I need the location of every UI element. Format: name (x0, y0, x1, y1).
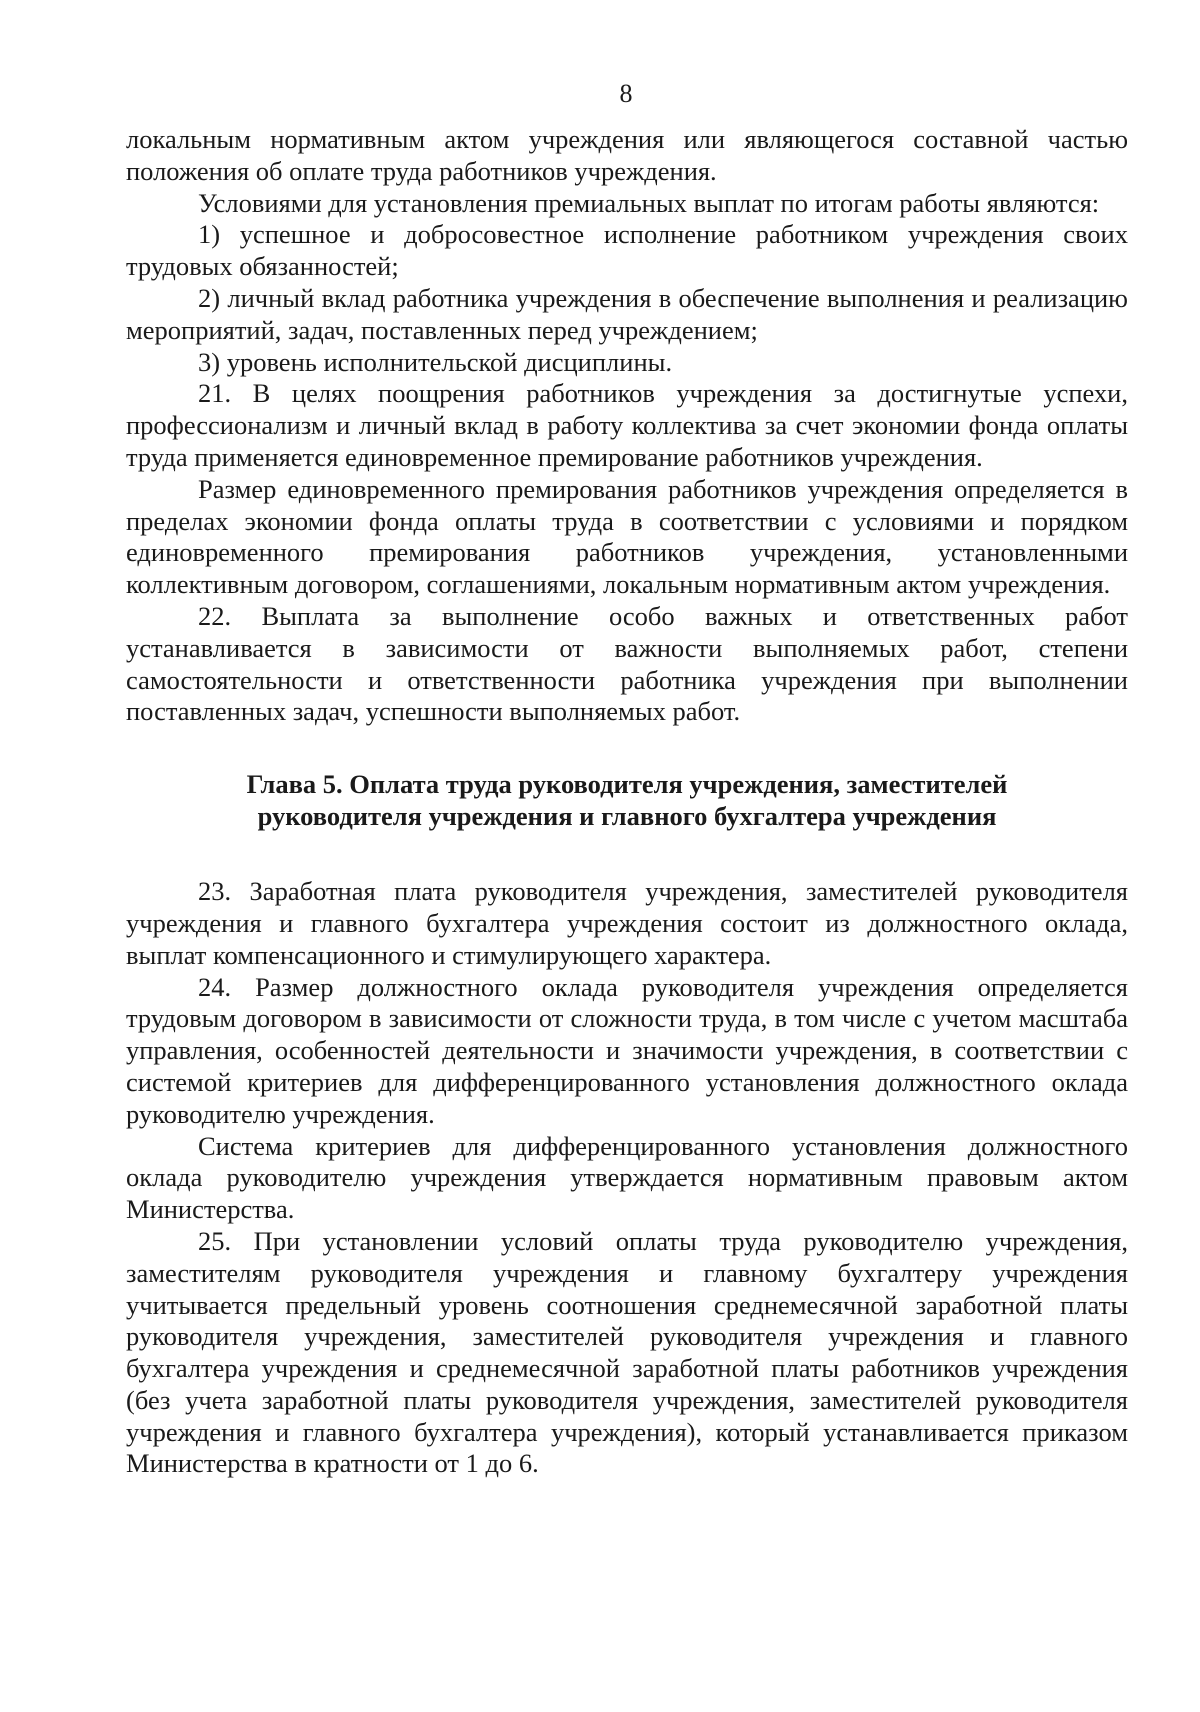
page-number: 8 (619, 79, 633, 108)
paragraph: Размер единовременного премирования работников учреждения определяется в пределах экономии фонда оплаты труда в соответствии с условиями и порядком единовременного премирования работников учреждения, установленными коллективным договором, соглашениями, локальным нормативным актом учреждения. (126, 473, 1128, 600)
clause-21-paragraph: 21. В целях поощрения работников учреждения за достигнутые успехи, профессионализм и личный вклад в работу коллектива за счет экономии фонда оплаты труда применяется единовременное премирование работников учреждения. (126, 378, 1128, 472)
clause-23-paragraph: 23. Заработная плата руководителя учреждения, заместителей руководителя учреждения и главного бухгалтера учреждения состоит из должностного оклада, выплат компенсационного и стимулирующего характера. (126, 876, 1128, 970)
clause-22-paragraph: 22. Выплата за выполнение особо важных и ответственных работ устанавливается в зависимости от важности выполняемых работ, степени самостоятельности и ответственности работника учреждения при выполнении поставленных задач, успешности выполняемых работ. (126, 600, 1128, 727)
chapter-heading (126, 768, 1128, 832)
section-after-heading (126, 876, 1128, 1480)
document-body (126, 124, 1128, 1480)
paragraph: локальным нормативным актом учреждения или являющегося составной частью положения об оплате труда работников учреждения. (126, 124, 1128, 186)
clause-25-paragraph: 25. При установлении условий оплаты труда руководителю учреждения, заместителям руководителя учреждения и главному бухгалтеру учреждения учитывается предельный уровень соотношения среднемесячной заработной платы руководителя учреждения, заместителей руководителя учреждения и главного бухгалтера учреждения и среднемесячной заработной платы работников учреждения (без учета заработной платы руководителя учреждения, заместителей руководителя учреждения и главного бухгалтера учреждения), который устанавливается приказом Министерства в кратности от 1 до 6. (126, 1225, 1128, 1479)
chapter-heading-line-2: руководителя учреждения и главного бухгалтера учреждения (257, 801, 997, 832)
list-item-paragraph: 3) уровень исполнительской дисциплины. (198, 346, 673, 377)
paragraph: Система критериев для дифференцированного установления должностного оклада руководителю учреждения утверждается нормативным правовым актом Министерства. (126, 1130, 1128, 1225)
paragraph: Условиями для установления премиальных выплат по итогам работы являются: (198, 187, 1100, 218)
list-item-paragraph: 1) успешное и добросовестное исполнение работником учреждения своих трудовых обязанностей; (126, 219, 1128, 282)
section-before-heading (126, 124, 1128, 728)
list-item-paragraph: 2) личный вклад работника учреждения в обеспечение выполнения и реализацию мероприятий, задач, поставленных перед учреждением; (126, 282, 1128, 345)
clause-24-paragraph: 24. Размер должностного оклада руководителя учреждения определяется трудовым договором в зависимости от сложности труда, в том числе с учетом масштаба управления, особенностей деятельности и значимости учреждения, в соответствии с системой критериев для дифференцированного установления должностного оклада руководителю учреждения. (126, 971, 1128, 1129)
chapter-heading-line-1: Глава 5. Оплата труда руководителя учреждения, заместителей (246, 769, 1008, 800)
